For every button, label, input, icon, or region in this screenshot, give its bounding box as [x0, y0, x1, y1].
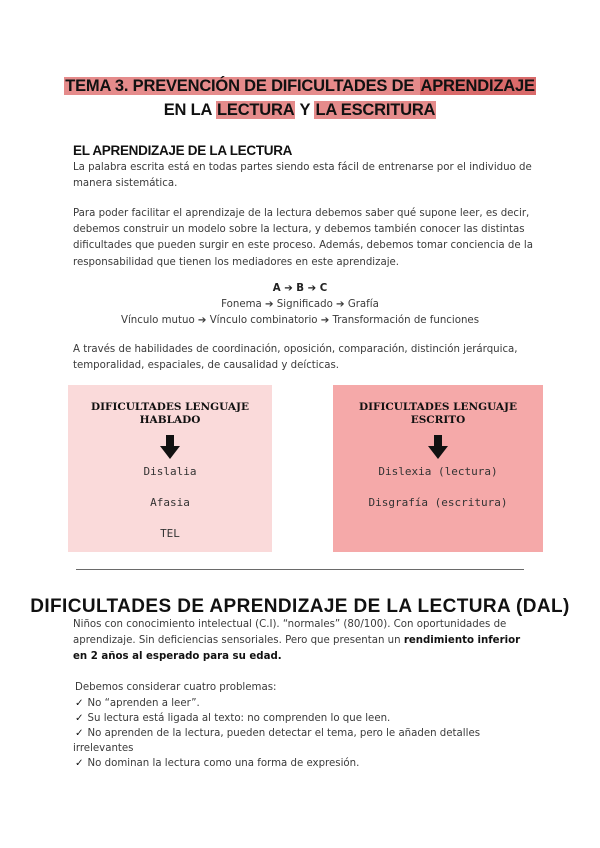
- arrow-down-icon: [160, 435, 180, 459]
- title-line-2: [0, 98, 600, 122]
- paragraph-habilidades: A través de habilidades de coordinación, oposición, comparación, distinción jerárquica, temporalidad, espaciales, de causalidad y deícticas.: [73, 344, 518, 372]
- paragraph-intro: La palabra escrita está en todas partes siendo esta fácil de entrenarse por el individuo de manera sistemática.: [73, 162, 532, 190]
- list-item: [75, 756, 535, 771]
- list-item: [75, 726, 535, 741]
- check-icon: ✓: [75, 713, 84, 724]
- section-heading-aprendizaje: EL APRENDIZAJE DE LA LECTURA: [73, 143, 293, 158]
- box-item-dislalia: Dislalia: [143, 465, 197, 478]
- problems-intro: Debemos considerar cuatro problemas:: [75, 682, 277, 693]
- model-vinculo: Vínculo mutuo ➔ Vínculo combinatorio ➔ Transformación de funciones: [121, 315, 479, 326]
- paragraph-dal-definition: [73, 617, 533, 666]
- check-icon: ✓: [75, 758, 84, 769]
- divider: [76, 569, 524, 570]
- section-heading-dal: DIFICULTADES DE APRENDIZAJE DE LA LECTURA (DAL): [30, 596, 570, 617]
- box-lenguaje-escrito: [333, 385, 543, 552]
- box-title-escrito: DIFICULTADES LENGUAJE ESCRITO: [358, 401, 518, 426]
- box-item-afasia: Afasia: [150, 496, 190, 509]
- model-abc: A ➔ B ➔ C: [272, 283, 328, 294]
- problem-text: No dominan la lectura como una forma de expresión.: [87, 758, 360, 769]
- title-text-2b: Y: [295, 101, 315, 119]
- problem-text: Su lectura está ligada al texto: no comprenden lo que leen.: [87, 713, 391, 724]
- dal-definition-bold: rendimiento inferior en 2 años al esperado para su edad.: [73, 635, 521, 663]
- title-hl-1: [64, 77, 419, 95]
- list-item-continuation: irrelevantes: [73, 743, 134, 754]
- title-text-1: TEMA 3. PREVENCIÓN DE DIFICULTADES DE: [65, 77, 419, 95]
- box-title-hablado: DIFICULTADES LENGUAJE HABLADO: [90, 401, 250, 426]
- arrow-down-icon: [428, 435, 448, 459]
- title-hl-escritura: LA ESCRITURA: [315, 101, 436, 119]
- page-title: [0, 74, 600, 122]
- title-hl-lectura: LECTURA: [217, 101, 295, 119]
- box-item-dislexia: Dislexia (lectura): [378, 465, 498, 478]
- check-icon: ✓: [75, 698, 84, 709]
- problem-text: No “aprenden a leer”.: [87, 698, 200, 709]
- title-text-2a: EN LA: [163, 101, 217, 119]
- box-item-disgrafia: Disgrafía (escritura): [368, 496, 508, 509]
- list-item: [75, 711, 535, 726]
- dal-definition-text: Niños con conocimiento intelectual (C.I). “normales” (80/100). Con oportunidades de aprendizaje. Sin deficiencias sensoriales. Pero que presentan un: [73, 619, 507, 647]
- check-icon: ✓: [75, 728, 84, 739]
- box-item-tel: TEL: [160, 527, 180, 540]
- problem-text: No aprenden de la lectura, pueden detectar el tema, pero le añaden detalles: [87, 728, 481, 739]
- box-lenguaje-hablado: [68, 385, 272, 552]
- title-hl-aprendizaje: APRENDIZAJE: [420, 77, 535, 95]
- list-item: [75, 696, 535, 711]
- model-fonema: Fonema ➔ Significado ➔ Grafía: [221, 299, 379, 310]
- title-line-1: [0, 74, 600, 98]
- paragraph-model: Para poder facilitar el aprendizaje de la lectura debemos saber qué supone leer, es decir, debemos construir un modelo sobre la lectura, y debemos también conocer las distintas dificultades que pueden surgir en este proceso. Además, debemos tomar conciencia de la responsabilidad que tienen los mediadores en este aprendizaje.: [73, 208, 533, 268]
